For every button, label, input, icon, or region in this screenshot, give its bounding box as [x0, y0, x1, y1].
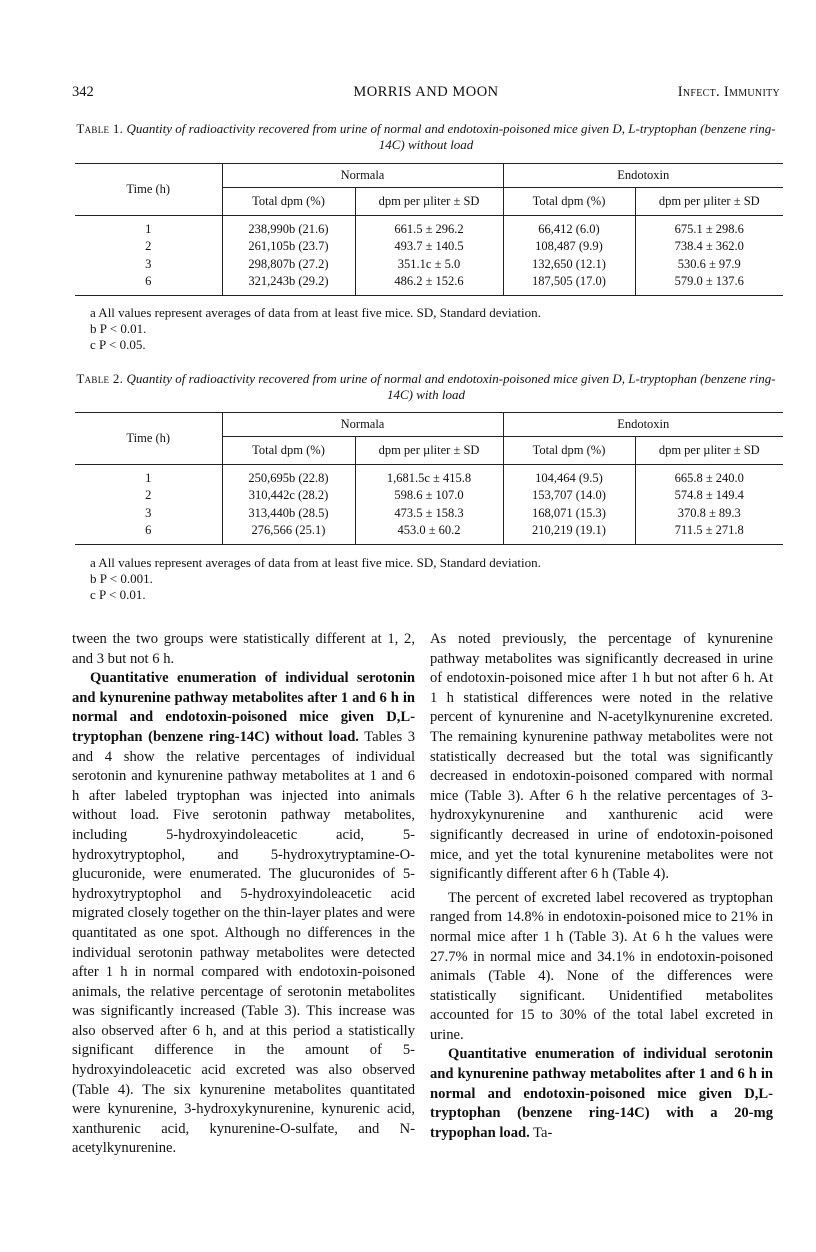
- table-cell: 675.1 ± 298.6: [674, 222, 744, 236]
- body-column-left: [72, 630, 415, 1159]
- table-cell: 1: [75, 216, 222, 238]
- table-cell: 6: [75, 522, 222, 544]
- table-cell: 351.1c ± 5.0: [355, 255, 503, 273]
- table2-col-header: dpm per µliter ± SD: [355, 437, 503, 465]
- table2-col-header: dpm per µliter ± SD: [658, 443, 760, 457]
- table-cell: 168,071 (15.3): [503, 504, 635, 522]
- table2-footnotes: [90, 555, 541, 603]
- table2-caption-text: Quantity of radioactivity recovered from urine of normal and endotoxin-poisoned mice given D, L-tryptophan (benzene ring-14C) with load: [126, 371, 776, 402]
- body-paragraph: As noted previously, the percentage of kynurenine pathway metabolites was significantly decreased in urine of endotoxin-poisoned mice after 1 h but not after 6 h. At 1 h statistical differences were noted in the relative percent of kynurenine and N-acetylkynurenine excreted. The remaining kynurenine pathway metabolites were not statistically decreased but the total was significantly decreased in endotoxin-poisoned compared with normal mice (Table 3). After 6 h the relative percentages of 3-hydroxykynurenine and xanthurenic acid were significantly decreased in urine of endotoxin-poisoned mice, and yet the total kynurenine metabolites were not significantly different after 6 h (Table 4).: [430, 631, 773, 883]
- table-row: [75, 273, 783, 295]
- footnote: a All values represent averages of data from at least five mice. SD, Standard deviation.: [90, 305, 541, 320]
- table1: [75, 163, 783, 296]
- table2-group-normal: Normala: [222, 413, 503, 437]
- table-cell: 310,442c (28.2): [222, 486, 355, 504]
- table-row: [75, 237, 783, 255]
- footnote: c P < 0.05.: [90, 337, 146, 352]
- table-cell: 210,219 (19.1): [503, 522, 635, 544]
- section-paragraph: [430, 1045, 773, 1143]
- table-cell: 1: [75, 465, 222, 487]
- table1-col-header: Total dpm (%): [503, 188, 635, 216]
- footnote: a All values represent averages of data from at least five mice. SD, Standard deviation.: [90, 555, 541, 570]
- table1-caption-text: Quantity of radioactivity recovered from urine of normal and endotoxin-poisoned mice given D, L-tryptophan (benzene ring-14C) without load: [126, 121, 776, 152]
- table1-col-header: Total dpm (%): [222, 188, 355, 216]
- table-cell: 276,566 (25.1): [222, 522, 355, 544]
- table-cell: 108,487 (9.9): [503, 237, 635, 255]
- running-authors: MORRIS AND MOON: [353, 84, 499, 100]
- table-row: [75, 504, 783, 522]
- table-cell: 473.5 ± 158.3: [355, 504, 503, 522]
- table-cell: 574.8 ± 149.4: [674, 487, 744, 502]
- page-number: 342: [72, 84, 94, 100]
- table-cell: 1,681.5c ± 415.8: [355, 465, 503, 487]
- table-row: [75, 465, 783, 487]
- table2-label: Table 2.: [76, 371, 124, 386]
- table-cell: 2: [75, 237, 222, 255]
- table-cell: 187,505 (17.0): [503, 273, 635, 295]
- section-heading: Quantitative enumeration of individual serotonin and kynurenine pathway metabolites after 1 and 6 h in normal and endotoxin-poisoned mice given D,L-tryptophan (benzene ring-14C) with a 20-mg trypophan load.: [430, 1046, 773, 1141]
- table-row: [75, 522, 783, 544]
- table-row: [75, 255, 783, 273]
- footnote: c P < 0.01.: [90, 587, 146, 602]
- table-cell: 238,990b (21.6): [222, 216, 355, 238]
- table-cell: 298,807b (27.2): [222, 255, 355, 273]
- table-cell: 370.8 ± 89.3: [677, 505, 741, 520]
- footnote: b P < 0.01.: [90, 321, 147, 336]
- table2-row-header: Time (h): [75, 413, 222, 465]
- table1-footnotes: [90, 305, 541, 353]
- table-cell: 104,464 (9.5): [503, 465, 635, 487]
- table-cell: 261,105b (23.7): [222, 237, 355, 255]
- table-cell: 579.0 ± 137.6: [674, 274, 744, 289]
- table-cell: 6: [75, 273, 222, 295]
- running-header: [72, 84, 780, 106]
- table1-row-header: Time (h): [75, 164, 222, 216]
- footnote: b P < 0.001.: [90, 571, 153, 586]
- section-paragraph: [72, 669, 415, 1159]
- journal-name: Infect. Immunity: [677, 84, 780, 100]
- paragraph-body: Ta-: [533, 1124, 553, 1141]
- table-cell: 250,695b (22.8): [222, 465, 355, 487]
- table-cell: 132,650 (12.1): [503, 255, 635, 273]
- table2: [75, 412, 783, 545]
- table2-col-header: Total dpm (%): [222, 437, 355, 465]
- section-heading: Quantitative enumeration of individual serotonin and kynurenine pathway metabolites after 1 and 6 h in normal and endotoxin-poisoned mice given D,L-tryptophan (benzene ring-14C) without load.: [72, 670, 415, 745]
- table1-col-header: dpm per µliter ± SD: [658, 194, 760, 208]
- table-cell: 2: [75, 486, 222, 504]
- table2-group-endotoxin: Endotoxin: [503, 413, 783, 437]
- table-cell: 598.6 ± 107.0: [355, 486, 503, 504]
- table-cell: 153,707 (14.0): [503, 486, 635, 504]
- paragraph-body: Tables 3 and 4 show the relative percentages of individual serotonin and kynurenine pathway metabolites at 1 and 6 h after labeled tryptophan was injected into animals without load. Five serotonin pathway metabolites, including 5-hydroxyindoleacetic acid, 5-hydroxytryptophol, and 5-hydroxytryptamine-O-glucuronide, were enumerated. The glucuronides of 5-hydroxytryptophol and 5-hydroxyindoleacetic acid migrated closely together on the thin-layer plates and were quantitated as one spot. Although no differences in the individual serotonin pathway metabolites were detected after 1 h in normal compared with endotoxin-poisoned animals, the relative percentage of serotonin metabolites was significantly increased (Table 3). This increase was also observed after 6 h, and at this period a statistically significant difference in the amount of 5-hydroxyindoleacetic acid excreted was also observed (Table 4). The six kynurenine metabolites quantitated were kynurenine, 3-hydroxykynurenine, kynurenic acid, xanthurenic acid, kynurenine-O-sulfate, and N-acetylkynurenine.: [72, 728, 416, 1157]
- table1-group-endotoxin: Endotoxin: [503, 164, 783, 188]
- table2-caption: [72, 371, 780, 403]
- table-cell: 711.5 ± 271.8: [674, 523, 744, 538]
- table-cell: 3: [75, 504, 222, 522]
- body-column-right: [430, 630, 773, 1143]
- table-cell: 530.6 ± 97.9: [677, 256, 741, 271]
- table-cell: 313,440b (28.5): [222, 504, 355, 522]
- table1-label: Table 1.: [76, 121, 124, 136]
- table-cell: 738.4 ± 362.0: [674, 238, 744, 253]
- table1-caption: [72, 121, 780, 153]
- table-cell: 665.8 ± 240.0: [674, 471, 744, 485]
- body-paragraph: The percent of excreted label recovered as tryptophan ranged from 14.8% in endotoxin-poisoned mice to 21% in normal mice after 1 h (Table 3). At 6 h the values were 27.7% in normal mice and 34.1% in endotoxin-poisoned animals (Table 4). None of the differences were statistically significant. Unidentified metabolites accounted for 15 to 30% of the total label excreted in urine.: [430, 889, 773, 1043]
- table1-group-normal: Normala: [222, 164, 503, 188]
- table-cell: 453.0 ± 60.2: [355, 522, 503, 544]
- table-row: [75, 486, 783, 504]
- table-cell: 661.5 ± 296.2: [355, 216, 503, 238]
- table-row: [75, 216, 783, 238]
- table1-col-header: dpm per µliter ± SD: [355, 188, 503, 216]
- table-cell: 66,412 (6.0): [503, 216, 635, 238]
- table2-col-header: Total dpm (%): [503, 437, 635, 465]
- table-cell: 486.2 ± 152.6: [355, 273, 503, 295]
- body-paragraph: tween the two groups were statistically different at 1, 2, and 3 but not 6 h.: [72, 631, 415, 667]
- table-cell: 3: [75, 255, 222, 273]
- table-cell: 321,243b (29.2): [222, 273, 355, 295]
- table-cell: 493.7 ± 140.5: [355, 237, 503, 255]
